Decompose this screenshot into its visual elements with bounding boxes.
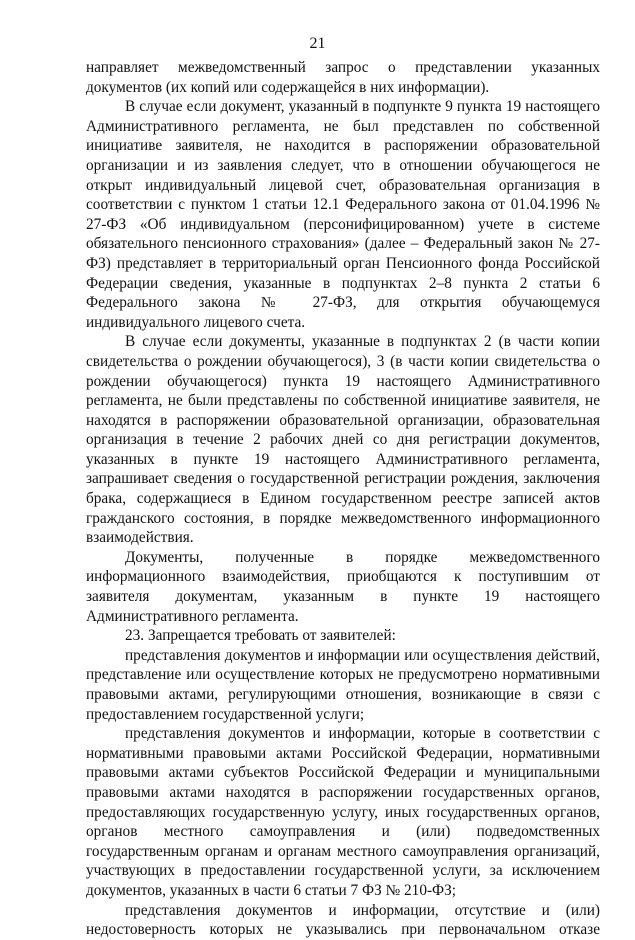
paragraph-prohibition-2: представления документов и информации, которые в соответствии с нормативными правовыми актами Российской Федерации, нормативными правовыми актами субъектов Российской Федерации и муниципальными правовыми актами находятся в распоряжении государственных органов, предоставляющих государственную услугу, иных государственных органов, органов местного самоуправления и (или) подведомственных государственным органам и органам местного самоуправления организаций, участвующих в предоставлении государственной услуги, за исключением документов, указанных в части 6 статьи 7 ФЗ № 210-ФЗ; xyxy=(86,725,600,899)
page-number: 21 xyxy=(309,35,326,52)
paragraph-pension-fund-account: В случае если документ, указанный в подпункте 9 пункта 19 настоящего Административного регламента, не был представлен по собственной инициативе заявителя, не находится в распоряжении образовательной организации и из заявления следует, что в отношении обучающегося не открыт индивидуальный лицевой счет, образовательная организация в соответствии с пунктом 1 статьи 12.1 Федерального закона от 01.04.1996 № 27-ФЗ «Об индивидуальном (персонифицированном) учете в системе обязательного пенсионного страхования» (далее – Федеральный закон № 27-ФЗ) представляет в территориальный орган Пенсионного фонда Российской Федерации сведения, указанные в подпунктах 2–8 пункта 2 статьи 6 Федерального закона № 27-ФЗ, для открытия обучающемуся индивидуального лицевого счета. xyxy=(86,98,600,331)
paragraph-prohibition-3: представления документов и информации, отсутствие и (или) недостоверность которых не указывались при первоначальном отказе xyxy=(86,901,600,939)
paragraph-prohibition-1: представления документов и информации или осуществления действий, представление или осуществление которых не предусмотрено нормативными правовыми актами, регулирующими отношения, возникающие в связи с предоставлением государственной услуги; xyxy=(86,646,600,723)
document-body xyxy=(86,58,600,940)
paragraph-documents-attached: Документы, полученные в порядке межведомственного информационного взаимодействия, приобщаются к поступившим от заявителя документам, указанным в пункте 19 настоящего Административного регламента. xyxy=(86,548,600,625)
paragraph-birth-registration-request: В случае если документы, указанные в подпунктах 2 (в части копии свидетельства о рождении обучающегося), 3 (в части копии свидетельства о рождении обучающегося) пункта 19 настоящего Административного регламента, не были представлены по собственной инициативе заявителя, не находятся в распоряжении образовательной организации, образовательная организация в течение 2 рабочих дней со дня регистрации документов, указанных в пункте 19 настоящего Административного регламента, запрашивает сведения о государственной регистрации рождения, заключения брака, содержащиеся в Едином государственном реестре записей актов гражданского состояния, в порядке межведомственного информационного взаимодействия. xyxy=(86,333,600,547)
section-23-heading: 23. Запрещается требовать от заявителей: xyxy=(125,627,396,645)
paragraph-interagency-request-continuation: направляет межведомственный запрос о представлении указанных документов (их копий или содержащейся в них информации). xyxy=(86,59,600,96)
